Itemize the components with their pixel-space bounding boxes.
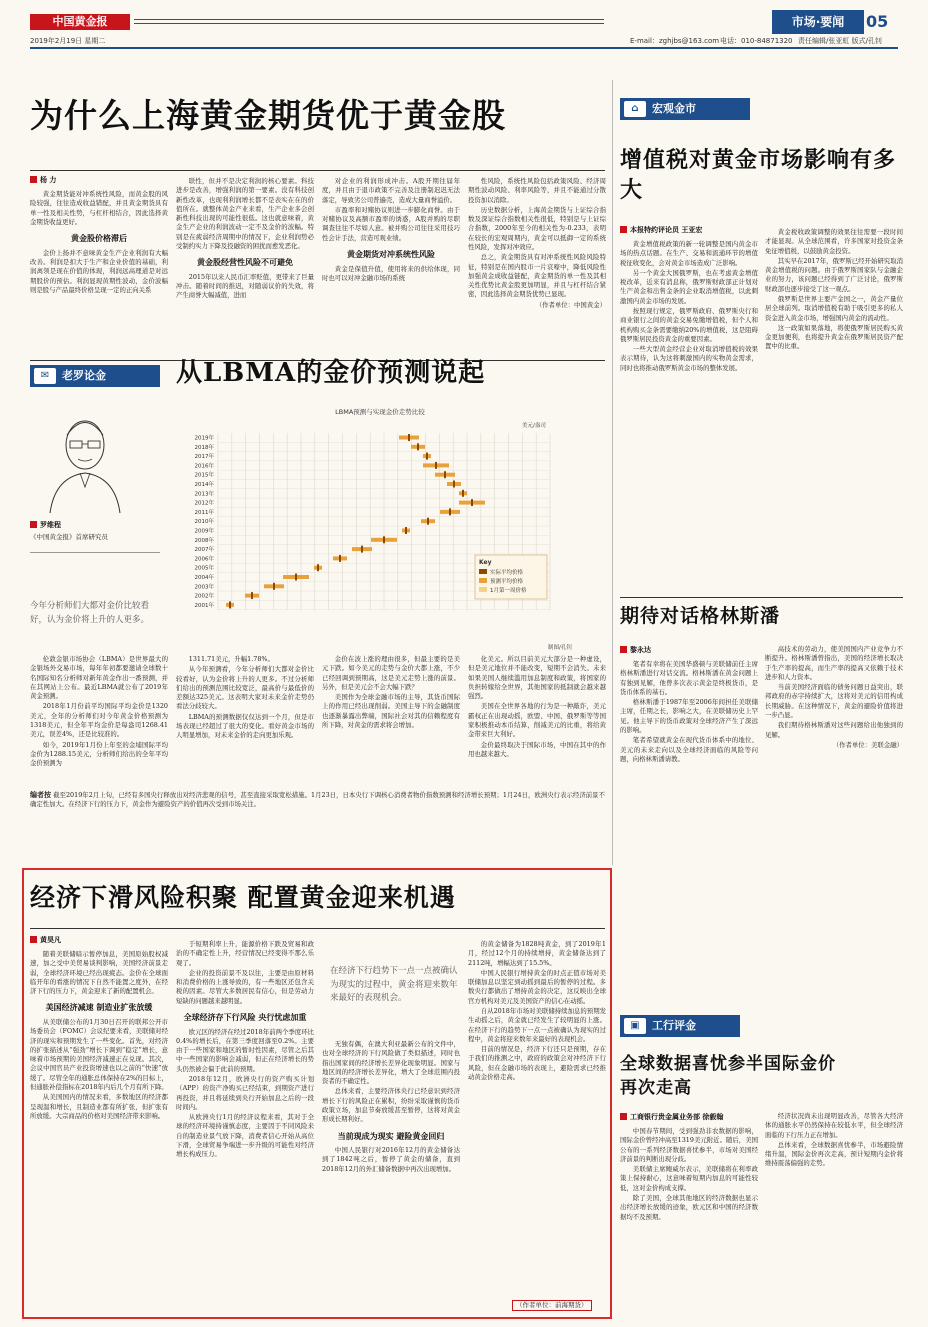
chart-average-marker (405, 527, 407, 534)
a3-signature: （作者单位：前海期货） (512, 1300, 592, 1311)
a2-title: 从LBMA的金价预测说起 (176, 358, 486, 388)
chart-year-label: 2005年 (194, 565, 214, 572)
chart-year-label: 2002年 (194, 593, 214, 600)
chart-legend-label: 实际平均价格 (490, 570, 524, 576)
chart-bars (226, 434, 485, 608)
a2-p1: 伦敦金银市场协会（LBMA）是世界最大的金银场外交易市场，每年年初都要邀请全球数十名国际知名分析师对新年黄金作出一番预测，并在其网站上公布。最近LBMA就公布了2019年黄金预测。 (30, 655, 168, 701)
chart-average-marker (295, 574, 297, 581)
a1-p1: 黄金期货能对冲系统性风险，而黄金股的风险较强，往往造成收益错配，并且黄金期货具有单一性及相关性势，与杠杆相结合，因此选择黄金期货收益更好。 (30, 190, 168, 226)
masthead-underline (30, 47, 898, 49)
a4-p7: 俄罗斯是世界主要产金国之一，黄金产量位居全球前列。取消增值税有助于吸引更多的私人资金进入黄金市场，增强国内黄金的流动性。 (765, 294, 903, 322)
editor-note (30, 790, 605, 842)
a6-p4: 经济状况尚未出现明显改善，尽管各大经济体的通胀水平仍然保持在较低水平，但全球经济面临的下行压力正在增加。 (765, 1112, 903, 1139)
a5-rule (620, 597, 903, 598)
masthead-phone: 电话：010-84871320 (720, 37, 793, 45)
a1-p10: 总之，黄金期货具有对冲系统性风险风险特征，特别是在国内股市一片哀嚎中，降低风险性加强黄金成收益链配，黄金期货的单一性及其相关性优势比黄金股更加明显，并且与杠杆结合紧密，因此选择黄金期货优势已显现。 (468, 253, 606, 299)
a3-col-1 (30, 950, 168, 1312)
chart-average-marker (444, 471, 446, 478)
a1-title: 为什么上海黄金期货优于黄金股 (30, 96, 506, 135)
chart-average-marker (408, 434, 410, 441)
a1-col-2 (176, 177, 314, 360)
a2-col-1 (30, 655, 168, 778)
a6-col-1 (620, 1127, 758, 1319)
a3-col-2 (176, 940, 314, 1312)
a4-p3: 按照现行规定，俄罗斯政府、俄罗斯央行和商业银行之间的黄金交易免缴增值税，但个人和机构购买金条需要缴纳20%的增值税，这是阻碍俄罗斯居民投资黄金的重要因素。 (620, 306, 758, 343)
a1-rule (30, 170, 605, 171)
chart-year-label: 2010年 (194, 519, 214, 526)
chart-year-label: 2012年 (194, 500, 214, 507)
chart-average-marker (462, 490, 464, 497)
masthead-logo: 中国黄金报 (30, 14, 130, 30)
masthead-editors: 责任编辑/张亚虹 版式/孔钊 (798, 37, 882, 45)
a1-signature: （作者单位：中国黄金） (535, 300, 606, 309)
chart-average-marker (273, 583, 275, 590)
chart-year-label: 2001年 (194, 602, 214, 609)
bank-card-icon: ▣ (624, 1018, 646, 1034)
chart-legend-label: 1月第一周价格 (490, 588, 527, 594)
a3-pull-quote: 在经济下行趋势下一点一点被确认为现实的过程中，黄金将迎来数年来最好的表现机会。 (330, 966, 458, 1004)
masthead-page: 05 (866, 12, 889, 31)
chart-average-marker (251, 592, 253, 599)
bank-icon: ⌂ (624, 101, 646, 117)
a1-subhead-2: 黄金股经营性风险不可避免 (197, 258, 293, 268)
a3-subhead-2: 全球经济存下行风险 央行忧虑加重 (183, 1012, 307, 1022)
a5-p6: 我们期待格林斯潘对这些问题给出他独到的见解。 (765, 721, 903, 739)
a3-col-3 (322, 1040, 460, 1312)
a3-p13: 中国人民银行增持黄金的时点正值市场对美联储加息以坚定到动摇到最后的暂停的过程。多数央行都做出了增持黄金的决定，这反映出全球官方机构对美元及美国资产的信心在动摇。 (468, 968, 606, 1005)
a4-p1: 黄金增值税政策的新一轮调整是国内黄金市场的热点话题。在生产、交易和流通环节的增值税征收变化，会对黄金市场造成广泛影响。 (620, 240, 758, 267)
chart-average-marker (229, 601, 231, 608)
chart-year-label: 2016年 (194, 463, 214, 470)
chart-year-label: 2018年 (194, 444, 214, 451)
a6-col-2 (765, 1112, 903, 1319)
a3-p5: 企业的投资前景不及以往，主要是由原材料和消费价格的上涨导致的，有一些地区还包含关税的因素。尽管大多数居民有信心，但是劳动力短缺的问题越来越明显。 (176, 968, 314, 1005)
chart-average-marker (449, 508, 451, 515)
chart-year-label: 2015年 (194, 472, 214, 479)
chart-legend-swatch (479, 587, 487, 592)
masthead-email: E-mail：zghjbs@163.com (630, 37, 720, 45)
a3-title: 经济下滑风险积聚 配置黄金迎来机遇 (30, 883, 456, 912)
a5-author: 黎永达 (620, 645, 651, 655)
a1-col-1 (30, 190, 168, 360)
a5-p4: 高技术的劳动力，使美国国内产业竞争力不断提升。格林斯潘曾指出，美国的经济增长取决于生产率的提高，而生产率的提高又依赖于技术进步和人力资本。 (765, 645, 903, 681)
a5-col-2 (765, 645, 903, 1000)
a1-author: 杨 力 (30, 175, 56, 185)
a1-p5: 对企业的利润形成冲击。A股开期往届年度，并且由于退市政策不完善及注册制迟迟无法落定，导致劣公司普遍壳，造成大量商誉溢价。 (322, 177, 460, 204)
chart-year-label: 2009年 (194, 528, 214, 535)
a3-p4: 于短期利率上升，能源价格下跌及贸易和政治的不确定性上升，经营情况已经变得不那么乐观了。 (176, 940, 314, 967)
a3-author: 黄昊凡 (30, 935, 61, 945)
a3-p1: 随着美联储暗示暂停加息，美国原始股权减速，加之受中美贸易谈判影响，美国经济前景走弱，全球经济环境已经出现疲态。金价在全球面临开年的看涨的情况下自然不能置之度外，在经济下行的压力下，黄金迎来了新的配置机会。 (30, 950, 168, 996)
a2-p8: 美国作为全球金融市场的主导，其货币国际上的作用已经出现削弱。美国主导下的金融制度也逐渐暴露出弊端，国际社会对其的信赖程度有所下降，对黄金的需求将会增加。 (322, 693, 460, 729)
a3-p8: 从欧洲央行1月的经济议程来看，其对于全球的经济环境持谨慎态度，主要因于不同风险来自的制造业景气放下降，消费者信心开始从高位下滑，全球贸易争端进一步升级的可能性对经济增长构成压力。 (176, 1113, 314, 1159)
a2-p11: 金价最终取决于国际市场，中国在其中的作用也越来越大。 (468, 740, 606, 758)
a1-p2: 金价上扬并不意味黄金生产企业利润有大幅改善。利润是扣大于生产和企业价值的基础，利润离领是现在价值的体现，利润远高理道是对远期股价的预估。利润显现黄期性波动，金价波幅则是股与产品最终价格呈现一定的正向关系 (30, 248, 168, 294)
a2-p4: 1311.71美元，升幅1.78%。 (188, 655, 274, 663)
a2-col-4 (468, 655, 606, 778)
chart-year-label: 2019年 (194, 435, 214, 442)
right-column-divider (612, 80, 613, 865)
a4-p4: 一些大型黄金经营企业对取消增值税的效果表示期待，认为这将刺激国内的实物黄金需求，同时也将推动俄罗斯黄金市场的整体发展。 (620, 345, 758, 372)
a4-p5: 黄金税收政策调整的效果往往需要一段时间才能显现。从全球范围看，许多国家对投资金条免征增值税，以鼓励黄金投资。 (765, 228, 903, 255)
a6-section-tag (620, 1015, 740, 1037)
a2-p10: 美国在全世界各地的行为是一种敲诈，美元霸权正在出现动摇，欧盟、中国、俄罗斯等等国家积极推动本币结算，削减美元的比重，将给黄金带来巨大利好。 (468, 702, 606, 739)
chart-year-label: 2008年 (194, 537, 214, 544)
chart-year-label: 2013年 (194, 491, 214, 498)
a5-col-1 (620, 660, 758, 1005)
chart-average-marker (317, 564, 319, 571)
a2-author-role: 《中国黄金报》首席研究员 (30, 533, 108, 541)
masthead-date: 2019年2月19日 星期二 (30, 37, 106, 45)
a2-p7: 金价在波上涨的理由很多，但最主要的是美元下跌。如今美元的走势与金价大都上涨，不少已经回调到预期高，这是美元走势上涨的前景。另外，但是美元会不会大幅下跌？ (322, 655, 460, 691)
a2-role-rule (30, 552, 160, 553)
a1-subhead-1: 黄金股价格滞后 (71, 234, 127, 244)
masthead-rule (134, 19, 604, 24)
chart-average-marker (453, 481, 455, 488)
a5-p5: 当前美国经济面临的债务问题日益突出，联邦政府的赤字持续扩大，这将对美元的信用构成长期威胁。在这种情况下，黄金的避险价值将进一步凸显。 (765, 683, 903, 719)
a4-p2: 另一个黄金大国俄罗斯，也在考虑黄金增值税改革，近来有消息称，俄罗斯财政部正计划对生产黄金和出售金条的企业取消增值税，以此刺激国内黄金市场的发展。 (620, 268, 758, 305)
masthead (30, 10, 898, 64)
a4-title: 增值税对黄金市场影响有多大 (620, 147, 897, 203)
a1-p7: 黄金是保值升值，使用将来的供给体现，同时也可以对冲金融市场的系统 (322, 264, 460, 282)
chart-year-label: 2004年 (194, 575, 214, 581)
a2-author: 罗维程 (30, 520, 61, 530)
a1-subhead-3: 黄金期货对冲系统性风险 (347, 249, 435, 259)
a6-title: 全球数据喜忧参半国际金价再次走高 (620, 1054, 836, 1098)
a1-col-4 (468, 177, 606, 360)
a3-p7: 2018年12月，欧洲央行的资产购买计划（APP）的资产净购买已经结束，到期资产进行再投资，并且将延续到央行开始加息之后的一段时间内。 (176, 1074, 314, 1111)
a3-p2: 从美联储公布的1月30日召开的联邦公开市场委员会（FOMC）会议纪要来看，美联储对经济的现实和预期发生了一些变化。首先，对经济的扩张描述从“强劲”增长下调到“稳定”增长，意味着市场预期的美国经济减速正在兑现。其次，会议中国官员产业投资增速也以之前的“快速”放缓了。尽管全年的通胀总体保持在2%的目标上，但通胀补偿指标在2018年内后几个月有所下降。 (30, 1018, 168, 1091)
a3-p3: 从美国国内的情况来看，多数地区的经济都呈现温和增长，且制造业都有所扩张，但扩张有所放缓。大宗商品的价格对美国经济带来影响。 (30, 1093, 168, 1120)
a3-p15: 目前的情况是，经济下行还只是预期，存在于我们的推测之中，政府的政策会对冲经济下行风险，但在金融市场的表现上，避险需求已经推动黄金价格走高。 (468, 1045, 606, 1081)
a3-p11: 中国人民银行对2016年12月的黄金储备达到了1842吨之后，暂停了黄金的储备，直到2018年12月的外汇储备数据中再次出现增加。 (322, 1146, 460, 1173)
a5-title: 期待对话格林斯潘 (620, 605, 781, 627)
masthead-section: 市场·要闻 (772, 10, 864, 34)
a1-p3: 联性，但并不是决定利润的核心要素。科技进步是改善，增强利润的第一要素。没有科技创新性改革，也现利利润增长都不是表实在在的价值所在。就整体黄金产业来看，生产企业多会创新性科技出现的可能性很低。这也就意味着，黄金生产企业的利润波动一定不及金价的波幅。特别是在疲弱经济周期中的情况下，企业利润势必受制约实力下降及投融资的困扰而愈发恶化。 (176, 177, 314, 250)
a6-tag-label: 工行评金 (652, 1019, 696, 1032)
a2-p9: 化美元。所以目前美元大部分是一种虚设，但是美元地位并不能改变，短期不会消失。未来如果美国人继续滥用加息制度和政策，将国家的负担转嫁给全世界，其他国家的抵制就会越来越强烈。 (468, 655, 606, 701)
chart-legend-swatch (479, 578, 487, 583)
editor-note-label: 编者按 (30, 791, 52, 799)
a6-p5: 总体来看，全球数据喜忧参半，市场避险情绪升温，国际金价再次走高，预计短期内金价将维持震荡偏强的走势。 (765, 1140, 903, 1168)
a2-p3: 如今，2019年1月份上年至的金埔国际平均金价为1288.15美元，分析师们给出的全年平均金价预测为 (30, 740, 168, 768)
chart-year-label: 2007年 (194, 547, 214, 554)
a3-col-4 (468, 940, 606, 1298)
a2-col-2 (176, 655, 314, 778)
a1-p6: 市盈率和对赌协议则进一步膨化商誉。由于对赌协议及高额市盈率的诱惑，A股并购的尽职调查往往不尽如人意。被并购公司往往采用技巧性会计手法，营造可观业绩。 (322, 205, 460, 242)
a4-author: 本报特约评论员 王亚宏 (620, 225, 702, 235)
chart-average-marker (426, 453, 428, 460)
a4-section-tag (620, 98, 750, 120)
a3-rule (30, 928, 605, 929)
a4-p6: 其实早在2017年，俄罗斯已经开始研究取消黄金增值税的问题。由于俄罗斯国家队与金融企业的努力，该问题已经得到了广泛讨论，俄罗斯财政部也逐步接受了这一观点。 (765, 256, 903, 293)
chart-unit-label: 美元/盎司 (522, 423, 546, 429)
lbma-chart-svg (170, 405, 605, 653)
chart-title: LBMA预测与实现金价走势比较 (335, 408, 425, 416)
chart-year-label: 2017年 (194, 454, 214, 461)
chart-legend (475, 555, 547, 599)
chart-year-label: 2003年 (194, 584, 214, 591)
a3-subhead-3: 当前现成为现实 避险黄金回归 (337, 1131, 445, 1141)
a2-p5: 从今年预测看，今年分析师们大都对金价比较看好，认为金价将上升的人更多。不过分析师们给出的预测范围比较宽泛，最高价与最低价的差额达325美元。这表明大家对未来金价走势仍看法分歧较大。 (176, 665, 314, 711)
a3-p12: 的黄金储备为1828吨黄金，到了2019年1月，经过12个月的持续增持，黄金储备达到了2112吨，增幅达到了15.5%。 (468, 940, 606, 967)
a1-p8: 性风险，系统性风险包括政策风险、经济周期性波动风险、利率风险等，并且不能通过分散投资加以消除。 (468, 177, 606, 204)
a3-p10: 总体来看，主要经济体央行已经意识到经济增长下行的风险正在累积，纷纷采取谨慎的货币政策立场，加息节奏放缓甚至暂停，这将对黄金形成长期利好。 (322, 1087, 460, 1124)
editor-note-text: 截至2019年2月上旬，已经有多国央行释放出对经济悲观的信号，甚至直接采取宽松措施。1月23日，日本央行下调核心消费者物价指数预测和经济增长预期；1月24日，欧洲央行表示经济前景不确定性加大。在经济下行的压力下，黄金作为避险资产的价值再次受到市场关注。 (30, 791, 605, 809)
a3-p14: 自从2018年市场对美联储持续加息的预期发生动摇之后，黄金就已经发生了较明显的上涨。在经济下行的趋势下一点一点被确认为现实的过程中，黄金将迎来数年来最好的表现机会。 (468, 1006, 606, 1043)
chart-average-marker (427, 518, 429, 525)
chart-legend-label: 预测平均价格 (490, 579, 524, 585)
a2-p6: LBMA的预测数据仅仅达到一个月，但是市场表现已经超过了很大的变化。看好黄金市场的人明显增加，对未来金价的走向更加乐观。 (176, 712, 314, 740)
a4-p8: 这一政策如果落地，将使俄罗斯居民购买黄金更加便利，也将提升黄金在俄罗斯居民资产配置中的比重。 (765, 323, 903, 351)
a2-tag-label: 老罗论金 (62, 369, 106, 382)
a6-p3: 除了美国，全球其他地区的经济数据也显示出经济增长放缓的迹象，欧元区和中国的经济数据均不及预期。 (620, 1193, 758, 1221)
chart-year-label: 2011年 (194, 509, 214, 516)
a5-p3: 笔者希望就黄金在现代货币体系中的地位、美元的未来走向以及全球经济面临的风险等问题，向格林斯潘请教。 (620, 736, 758, 763)
a1-p4: 2015年以来人民币汇率贬值，更带来了巨量冲击。随着时间的推迟，对随弱议价的失效，将产生商誉大幅减值，进而 (176, 272, 314, 300)
chart-year-label: 2006年 (194, 556, 214, 563)
author-portrait (40, 405, 130, 515)
a5-p2: 格林斯潘于1987年至2006年间担任美联储主席，任期之长，影响之大，在美联储历史上罕见。他主导下的货币政策对全球经济产生了深远的影响。 (620, 698, 758, 734)
a6-p2: 美联储主席鲍威尔表示，美联储将在利率政策上保持耐心，这意味着短期内加息的可能性较低，这对金价构成支撑。 (620, 1165, 758, 1192)
chart-average-marker (361, 546, 363, 553)
chart-year-label: 2014年 (194, 482, 214, 488)
chart-average-marker (339, 555, 341, 562)
chart-average-marker (417, 443, 419, 450)
chart-credit: 制图/孔钊 (548, 645, 572, 651)
a2-col-3 (322, 655, 460, 778)
a4-col-1 (620, 240, 758, 585)
a2-pull-quote: 今年分析师们大都对金价比较看好，认为金价将上升的人更多。 (30, 601, 150, 625)
chart-average-marker (435, 462, 437, 469)
a1-col-3 (322, 177, 460, 360)
megaphone-icon: ✉ (34, 368, 56, 384)
a3-p9: 无独有偶，在澳大利亚最新公布的文件中，也对全球经济的下行风险做了类似描述，同时也指出国家间的经济增长差异化现象明显。国家与地区间的经济增长差异化，增大了全球范围内投资者的不确定性。 (322, 1040, 460, 1086)
a5-p1: 笔者有幸将在美国华盛顿与美联储前任主席格林斯潘进行对话交流。格林斯潘在黄金问题上有独到见解，他曾多次表示黄金是终极货币，是货币体系的基石。 (620, 660, 758, 696)
a5-signature: （作者单位：美联金融） (832, 740, 903, 749)
a6-author: 工商银行贵金属业务部 徐毅翰 (620, 1112, 723, 1122)
a3-p6: 欧元区的经济在经过2018年前两个季度环比0.4%的增长后，在第三季度回落至0.2%。主要由于一些国家和地区的暂时性因素，尽管之后其中一些国家的影响会减弱，但正在经济增长的势头仍然被会偏于此前的预期。 (176, 1027, 314, 1073)
a2-p2: 2018年1月份前平均国际平均金价是1320美元，全年的分析师们对今年黄金价格预测为1318美元，但全年平均金价是每盎司1268.41美元，误差4%，还是比较准的。 (30, 702, 168, 739)
a6-p1: 中国春节期间，受到强劲非农数据的影响，国际金价曾经冲高至1319美元附近。随后，美国公布的一系列经济数据喜忧参半，市场对美国经济前景的判断出现分歧。 (620, 1127, 758, 1163)
a3-subhead-1: 美国经济减速 制造业扩张放缓 (45, 1003, 153, 1013)
a1-p9: 历史数据分析，上海黄金期货与上证综合指数及深证综合指数相关性很低，特别是与上证综合指数，2000年至今的相关性为-0.233，表明在较长的宏观周期内，黄金可以抵御一定的系统性风险，发挥对冲效应。 (468, 205, 606, 251)
a4-tag-label: 宏观金市 (652, 102, 696, 115)
a2-section-tag (30, 365, 160, 387)
a4-col-2 (765, 228, 903, 585)
chart-legend-title: Key (479, 559, 492, 566)
chart-average-marker (383, 536, 385, 543)
chart-legend-swatch (479, 569, 487, 574)
chart-average-marker (471, 499, 473, 506)
lbma-chart (170, 405, 605, 653)
